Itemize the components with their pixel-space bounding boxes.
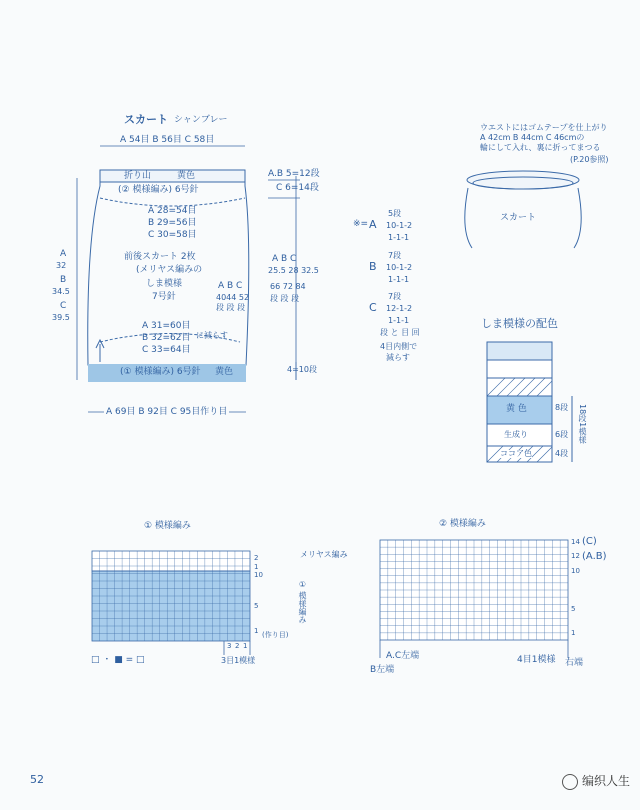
dec-c-label: C <box>369 301 377 314</box>
dec-a-3: 1-1-1 <box>388 233 410 242</box>
left-dim-c-val: 39.5 <box>52 313 70 322</box>
stripe-bar <box>487 342 572 462</box>
dec-note1: 4目内側で <box>380 342 418 351</box>
left-dim-b-val: 34.5 <box>52 287 70 296</box>
dec-b-1: 7段 <box>388 251 402 260</box>
chart1-label-stockinette: メリヤス編み <box>300 550 348 559</box>
chart1-row-5: 5 <box>254 602 259 610</box>
skirt-fold-color: 黄色 <box>177 171 196 181</box>
skirt-inc-a: A 31=60目 <box>142 321 191 331</box>
chart2-label-c: (C) <box>582 536 597 547</box>
left-dim-c: C <box>60 301 67 311</box>
chart2-label-ab: (A.B) <box>582 551 607 562</box>
chart1-row-note: (作り目) <box>262 631 289 639</box>
chart2-row-14: 14 <box>571 538 580 546</box>
chart2-bottom-right2: 右端 <box>565 658 584 668</box>
skirt-title: スカート <box>124 113 168 126</box>
waist-label: スカート <box>500 213 537 223</box>
skirt-panel-stitch2: しま模様 <box>146 279 183 289</box>
skirt-inc-b: B 32=62目 <box>142 333 191 343</box>
dec-c-1: 7段 <box>388 292 402 301</box>
skirt-panel-stitch1: (メリヤス編みの <box>136 265 203 275</box>
skirt-inc-note: に減らす <box>196 331 228 340</box>
skirt-dec-c: C 30=58目 <box>148 230 197 240</box>
skirt-band-bottom-color: 黄色 <box>215 367 234 377</box>
waist-note1: ウエストにはゴムテープを仕上がり <box>480 123 608 132</box>
right-dim-top1: A.B 5=12段 <box>268 169 320 179</box>
chart2-bottom-right1: 4目1模様 <box>517 655 556 665</box>
chart1-row-1: 1 <box>254 563 259 571</box>
dec-b-label: B <box>369 260 377 273</box>
stripe-row-4: 4段 <box>555 449 569 458</box>
stripe-row-8: 8段 <box>555 403 569 412</box>
chart2-bottom-left1: A.C左端 <box>386 651 420 661</box>
chart2-row-1: 1 <box>571 629 576 637</box>
chart1-col-2: 2 <box>235 642 240 650</box>
dec-a-2: 10-1-2 <box>386 221 413 230</box>
chart2-row-5: 5 <box>571 605 576 613</box>
right-dim-bottom: 4=10段 <box>287 365 317 374</box>
left-dim-b: B <box>60 275 67 285</box>
skirt-inc-c: C 33=64目 <box>142 345 191 355</box>
brand-watermark: 编织人生 <box>582 774 631 788</box>
right-dim-cm: 25.5 28 32.5 <box>268 266 319 275</box>
stripe-repeat: 18段1模様 <box>578 404 587 444</box>
stripe-natural: 生成り <box>504 430 528 439</box>
skirt-fold-label: 折り山 <box>124 171 152 181</box>
skirt-dec-b: B 29=56目 <box>148 218 197 228</box>
dec-mark: ※= <box>353 219 369 229</box>
right-dim-rows: 66 72 84 <box>270 282 306 291</box>
skirt-bottom-counts: A 69目 B 92目 C 95目作り目 <box>106 407 228 417</box>
left-dim-a-val: 32 <box>56 261 67 270</box>
right-dim-unit: 段 段 段 <box>270 294 300 303</box>
dec-a-label: A <box>369 218 377 231</box>
chart1-col-1: 1 <box>243 642 248 650</box>
page-number: 52 <box>30 773 44 786</box>
left-dim-a: A <box>60 249 67 259</box>
chart2-row-10: 10 <box>571 567 580 575</box>
wechat-icon <box>562 774 578 790</box>
chart1-col-3: 3 <box>227 642 232 650</box>
dec-b-3: 1-1-1 <box>388 275 410 284</box>
stripe-yellow: 黄 色 <box>506 404 527 414</box>
inner-abc-rows2: 4044 52 <box>216 293 250 302</box>
stripe-cocoa: ココア色 <box>500 449 532 458</box>
skirt-yarn: シャンブレー <box>174 115 228 125</box>
waist-note2: A 42cm B 44cm C 46cmの <box>480 133 585 142</box>
dec-a-1: 5段 <box>388 209 402 218</box>
dec-c-3: 1-1-1 <box>388 316 410 325</box>
skirt-band-top: (② 模様編み) 6号針 <box>118 185 199 195</box>
waist-sketch <box>465 171 581 248</box>
chart2-title: ② 模様編み <box>439 519 486 529</box>
skirt-dec-a: A 28=54目 <box>148 206 197 216</box>
dec-note2: 減らす <box>386 353 410 362</box>
chart1-bottom: 3目1模様 <box>221 656 256 665</box>
chart1-row-1b: 1 <box>254 627 259 635</box>
chart1-row-2: 2 <box>254 554 259 562</box>
chart2-bottom-left2: B左端 <box>370 665 395 675</box>
chart1-label-pattern: ① 模様編み <box>298 580 307 624</box>
inner-abc-unit: 段 段 段 <box>216 303 246 312</box>
chart1-row-10: 10 <box>254 571 263 579</box>
waist-note3: 輪にして入れ、裏に折ってまつる <box>480 143 601 152</box>
dec-b-2: 10-1-2 <box>386 263 413 272</box>
chart1-title: ① 模様編み <box>144 521 191 531</box>
skirt-top-counts: A 54目 B 56目 C 58目 <box>120 135 215 145</box>
skirt-band-bottom: (① 模様編み) 6号針 <box>120 367 201 377</box>
chart2-row-12: 12 <box>571 552 580 560</box>
right-dim-top2: C 6=14段 <box>276 183 319 193</box>
dec-c-4: 段 と 目 回 <box>380 328 420 337</box>
dec-c-2: 12-1-2 <box>386 304 413 313</box>
inner-abc: A B C <box>218 281 243 291</box>
right-dim-abc: A B C <box>272 254 297 264</box>
stripe-title: しま模様の配色 <box>481 317 558 330</box>
skirt-panel-needle: 7号針 <box>152 292 176 302</box>
skirt-panel-title: 前後スカート 2枚 <box>124 252 196 262</box>
waist-ref: (P.20参照) <box>570 155 609 164</box>
chart1-legend: □ ・ ■ = □ <box>91 655 145 665</box>
stripe-row-6: 6段 <box>555 430 569 439</box>
